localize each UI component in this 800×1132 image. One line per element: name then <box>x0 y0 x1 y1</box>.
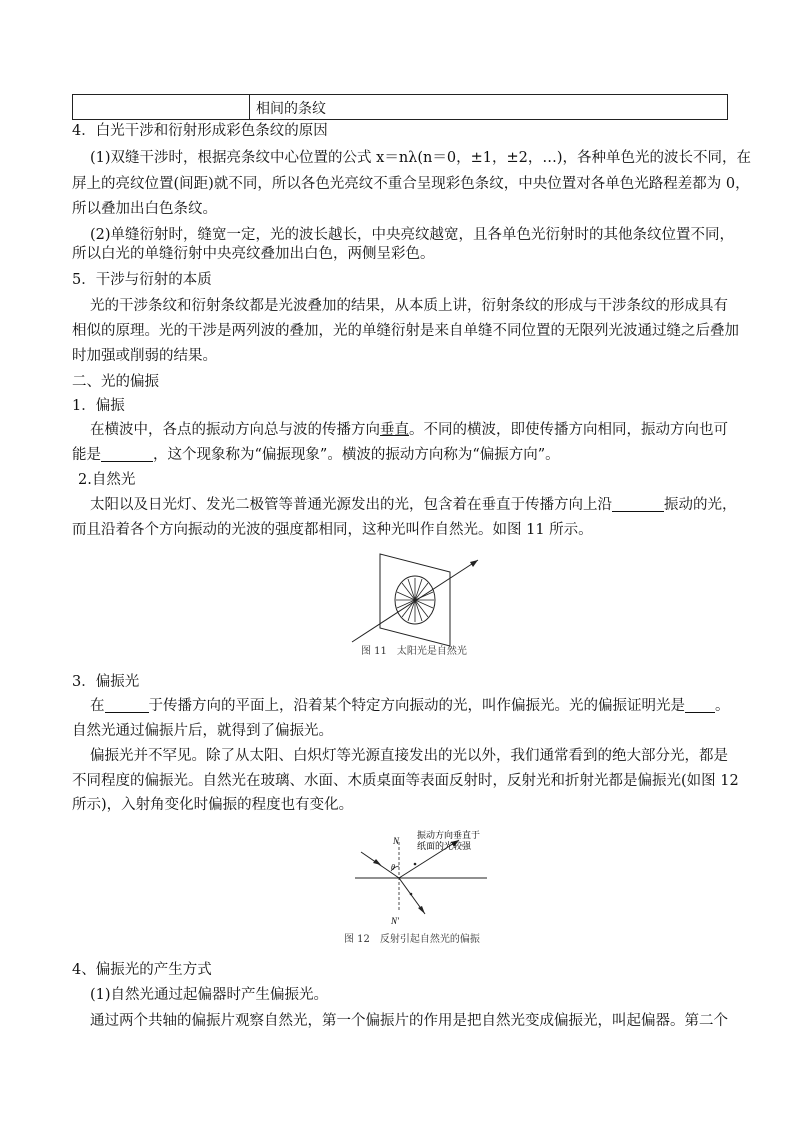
section-heading: 5．干涉与衍射的本质 <box>72 272 212 288</box>
text-span: 于传播方向的平面上，沿着某个特定方向振动的光，叫作偏振光。光的偏振证明光是 <box>148 698 685 714</box>
normal-label: N <box>393 836 400 846</box>
paragraph-line <box>90 420 728 440</box>
paragraph-line: (1)自然光通过起偏器时产生偏振光。 <box>90 987 329 1003</box>
text-span: 。不同的横波，即使传播方向相同，振动方向也可 <box>409 422 728 438</box>
fill-blank <box>685 697 715 713</box>
text-span: 。 <box>715 698 730 714</box>
text-span: 振动的光， <box>664 497 737 513</box>
underlined-term: 垂直 <box>380 422 409 438</box>
paragraph-line <box>72 445 560 465</box>
figure-caption: 图 11 太阳光是自然光 <box>361 646 467 657</box>
paragraph-line: 相似的原理。光的干涉是两列波的叠加，光的单缝衍射是来自单缝不同位置的无限列光波通过缝之后叠加 <box>72 323 739 339</box>
table-cell: 相间的条纹 <box>256 101 326 117</box>
paragraph-line: 所示)，入射角变化时偏振的程度也有变化。 <box>72 797 354 813</box>
natural-light-figure <box>350 550 480 650</box>
paragraph-line: 所以白光的单缝衍射中央亮纹叠加出白色，两侧呈彩色。 <box>72 246 435 262</box>
paragraph-line: 而且沿着各个方向振动的光波的强度都相同，这种光叫作自然光。如图 11 所示。 <box>72 522 593 538</box>
paragraph-line <box>90 495 737 515</box>
normal-prime-label: N′ <box>391 916 399 926</box>
section-heading: 2.自然光 <box>78 472 136 488</box>
paragraph-line: 屏上的亮纹位置(间距)就不同，所以各色光亮纹不重合呈现彩色条纹，中央位置对各单色光路程差都为 0， <box>72 176 750 192</box>
paragraph-line: 时加强或削弱的结果。 <box>72 348 217 364</box>
text-span: 在横波中，各点的振动方向总与波的传播方向 <box>90 422 380 438</box>
fill-blank <box>105 697 149 713</box>
figure-caption: 图 12 反射引起自然光的偏振 <box>344 934 480 945</box>
paragraph-line: 偏振光并不罕见。除了从太阳、白炽灯等光源直接发出的光以外，我们通常看到的绝大部分光，都是 <box>90 748 728 764</box>
angle-label: θ <box>391 863 395 872</box>
table-row <box>72 94 728 120</box>
table-cell-empty <box>73 95 250 119</box>
paragraph-line: 所以叠加出白色条纹。 <box>72 201 217 217</box>
figure-note: 振动方向垂直于 <box>417 831 481 841</box>
paragraph-line <box>90 696 730 716</box>
paragraph-line: (2)单缝衍射时，缝宽一定，光的波长越长，中央亮纹越宽，且各单色光衍射时的其他条纹位置不同， <box>90 227 735 243</box>
reflection-polarization-figure <box>355 830 505 925</box>
text-span: 能是 <box>72 447 101 463</box>
part-heading: 二、光的偏振 <box>72 374 159 390</box>
text-span: 太阳以及日光灯、发光二极管等普通光源发出的光，包含着在垂直于传播方向上沿 <box>90 497 612 513</box>
paragraph-line: 通过两个共轴的偏振片观察自然光，第一个偏振片的作用是把自然光变成偏振光，叫起偏器。第二个 <box>90 1013 728 1029</box>
figure-note: 纸面的光较强 <box>417 842 472 852</box>
paragraph-line: 不同程度的偏振光。自然光在玻璃、水面、木质桌面等表面反射时，反射光和折射光都是偏振光(如图 12 <box>72 773 739 789</box>
paragraph-line: 光的干涉条纹和衍射条纹都是光波叠加的结果，从本质上讲，衍射条纹的形成与干涉条纹的形成具有 <box>90 298 728 314</box>
section-heading: 4．白光干涉和衍射形成彩色条纹的原因 <box>72 123 328 139</box>
paragraph-line: (1)双缝干涉时，根据亮条纹中心位置的公式 x＝nλ(n＝0，±1，±2，…)，各种单色光的波长不同，在 <box>90 150 751 166</box>
paragraph-line: 自然光通过偏振片后，就得到了偏振光。 <box>72 723 333 739</box>
section-heading: 4、偏振光的产生方式 <box>72 962 212 978</box>
text-span: 在 <box>90 698 105 714</box>
text-span: ，这个现象称为“偏振现象”。横波的振动方向称为“偏振方向”。 <box>153 447 560 463</box>
fill-blank <box>612 496 664 512</box>
section-heading: 1．偏振 <box>72 398 125 414</box>
fill-blank <box>101 446 153 462</box>
section-heading: 3．偏振光 <box>72 674 140 690</box>
